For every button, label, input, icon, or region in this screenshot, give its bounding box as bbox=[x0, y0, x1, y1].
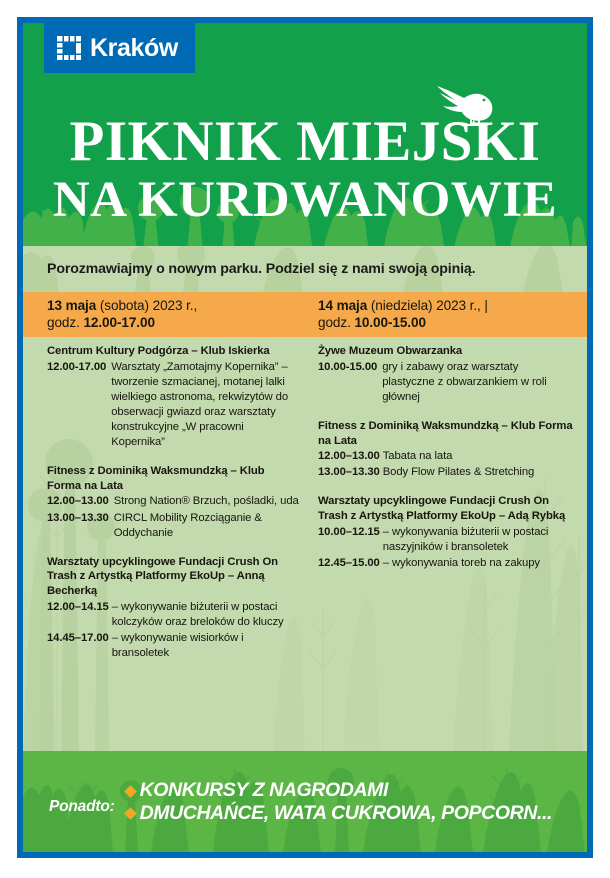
date-column-day1 bbox=[23, 292, 305, 337]
entry-time: 12.00–14.15 bbox=[47, 600, 109, 613]
footer-content bbox=[23, 751, 587, 852]
entry-description: – wykonywanie wisiorków i bransoletek bbox=[111, 631, 244, 659]
program-section bbox=[23, 337, 587, 751]
date-day1-rest: (sobota) 2023 r., bbox=[96, 297, 198, 313]
program-entry bbox=[47, 631, 299, 661]
footer-banner bbox=[23, 751, 587, 852]
program-block bbox=[318, 419, 573, 481]
footer-list-item bbox=[126, 803, 552, 825]
entry-description: – wykonywania biżuterii w postaci naszyjników i bransoletek bbox=[382, 526, 549, 554]
entry-description: gry i zabawy oraz warsztaty plastyczne z obwarzankiem w roli głównej bbox=[382, 360, 547, 403]
hours-line-day2 bbox=[318, 315, 587, 332]
program-block-title: Warsztaty upcyklingowe Fundacji Crush On Trash z Artystką Platformy EkoUp – Adą Rybką bbox=[318, 495, 566, 523]
poster bbox=[17, 17, 593, 858]
entry-description: Strong Nation® Brzuch, pośladki, uda bbox=[113, 495, 299, 508]
program-entry bbox=[47, 494, 299, 509]
program-entry bbox=[47, 360, 299, 450]
date-line-day1 bbox=[47, 298, 305, 315]
title-line-2: NA KURDWANOWIE bbox=[52, 171, 558, 228]
subtitle-text: Porozmawiajmy o nowym parku. Podziel się z nami swoją opinią. bbox=[47, 261, 476, 277]
footer-lead-label: Ponadto: bbox=[49, 797, 115, 815]
program-entry bbox=[318, 465, 573, 480]
hours-day1-label: godz. bbox=[47, 314, 84, 330]
entry-time: 12.00–13.00 bbox=[47, 495, 109, 508]
date-day1-bold: 13 maja bbox=[47, 297, 97, 313]
program-block bbox=[47, 464, 299, 541]
program-block-title: Fitness z Dominiką Waksmundzką – Klub Forma na Lata bbox=[318, 419, 573, 447]
hero-header bbox=[23, 23, 587, 246]
subtitle-band bbox=[23, 246, 587, 292]
program-block bbox=[318, 344, 573, 405]
entry-description: – wykonywania toreb na zakupy bbox=[382, 557, 540, 570]
entry-time: 12.45–15.00 bbox=[318, 557, 380, 570]
program-entry bbox=[318, 449, 573, 464]
hours-day2-value: 10.00-15.00 bbox=[354, 314, 426, 330]
date-column-day2 bbox=[305, 292, 587, 337]
program-entry bbox=[318, 360, 573, 405]
program-block-title: Żywe Muzeum Obwarzanka bbox=[318, 345, 463, 357]
program-entry bbox=[47, 511, 299, 541]
krakow-square-logo-icon bbox=[57, 36, 81, 60]
entry-time: 12.00–13.00 bbox=[318, 450, 380, 463]
footer-list-item bbox=[126, 780, 552, 802]
program-entry bbox=[318, 525, 573, 555]
entry-time: 13.00–13.30 bbox=[47, 511, 109, 524]
date-band bbox=[23, 292, 587, 337]
footer-highlight-list bbox=[126, 779, 552, 826]
entry-time: 14.45–17.00 bbox=[47, 631, 109, 644]
entry-description: Tabata na lata bbox=[382, 450, 453, 463]
entry-description: – wykonywanie biżuterii w postaci kolczyków oraz breloków do kluczy bbox=[111, 600, 284, 628]
program-block bbox=[47, 555, 299, 661]
program-entry bbox=[47, 600, 299, 630]
program-column-left bbox=[23, 344, 305, 675]
krakow-logo[interactable] bbox=[44, 23, 195, 73]
entry-description: Warsztaty „Zamotajmy Kopernika” – tworzenie szmacianej, motanej lalki wielkiego astronoma, rekwizytów do obserwacji gwiazd oraz warsztaty konstrukcyjne „W pracowni Kopernika” bbox=[111, 360, 289, 448]
program-block bbox=[47, 344, 299, 450]
poster-inner bbox=[23, 23, 587, 852]
diamond-bullet-icon bbox=[124, 785, 137, 798]
diamond-bullet-icon bbox=[124, 808, 137, 821]
entry-time: 10.00-15.00 bbox=[318, 360, 378, 373]
program-block-title: Warsztaty upcyklingowe Fundacji Crush On Trash z Artystką Platformy EkoUp – Anną Becherką bbox=[47, 555, 278, 598]
program-block-title: Fitness z Dominiką Waksmundzką – Klub Forma na Lata bbox=[47, 464, 265, 492]
date-line-day2 bbox=[318, 298, 587, 315]
program-columns bbox=[23, 337, 587, 675]
program-column-right bbox=[305, 344, 587, 675]
program-block bbox=[318, 494, 573, 571]
entry-time: 13.00–13.30 bbox=[318, 466, 380, 479]
entry-time: 12.00-17.00 bbox=[47, 360, 107, 373]
footer-item-label: DMUCHAŃCE, WATA CUKROWA, POPCORN... bbox=[139, 802, 553, 824]
title-line-1: PIKNIK MIEJSKI bbox=[69, 110, 541, 173]
hours-day2-label: godz. bbox=[318, 314, 355, 330]
hours-day1-value: 12.00-17.00 bbox=[83, 314, 155, 330]
poster-title bbox=[23, 110, 587, 228]
footer-item-label: KONKURSY Z NAGRODAMI bbox=[139, 779, 388, 802]
city-name-label: Kraków bbox=[90, 33, 178, 62]
hours-line-day1 bbox=[47, 315, 305, 332]
entry-description: Body Flow Pilates & Stretching bbox=[382, 466, 535, 479]
entry-description: CIRCL Mobility Rozciąganie & Oddychanie bbox=[113, 511, 262, 539]
program-entry bbox=[318, 556, 573, 571]
program-block-title: Centrum Kultury Podgórza – Klub Iskierka bbox=[47, 345, 270, 357]
date-day2-bold: 14 maja bbox=[318, 297, 368, 313]
entry-time: 10.00–12.15 bbox=[318, 526, 380, 539]
date-day2-rest: (niedziela) 2023 r., | bbox=[367, 297, 488, 313]
